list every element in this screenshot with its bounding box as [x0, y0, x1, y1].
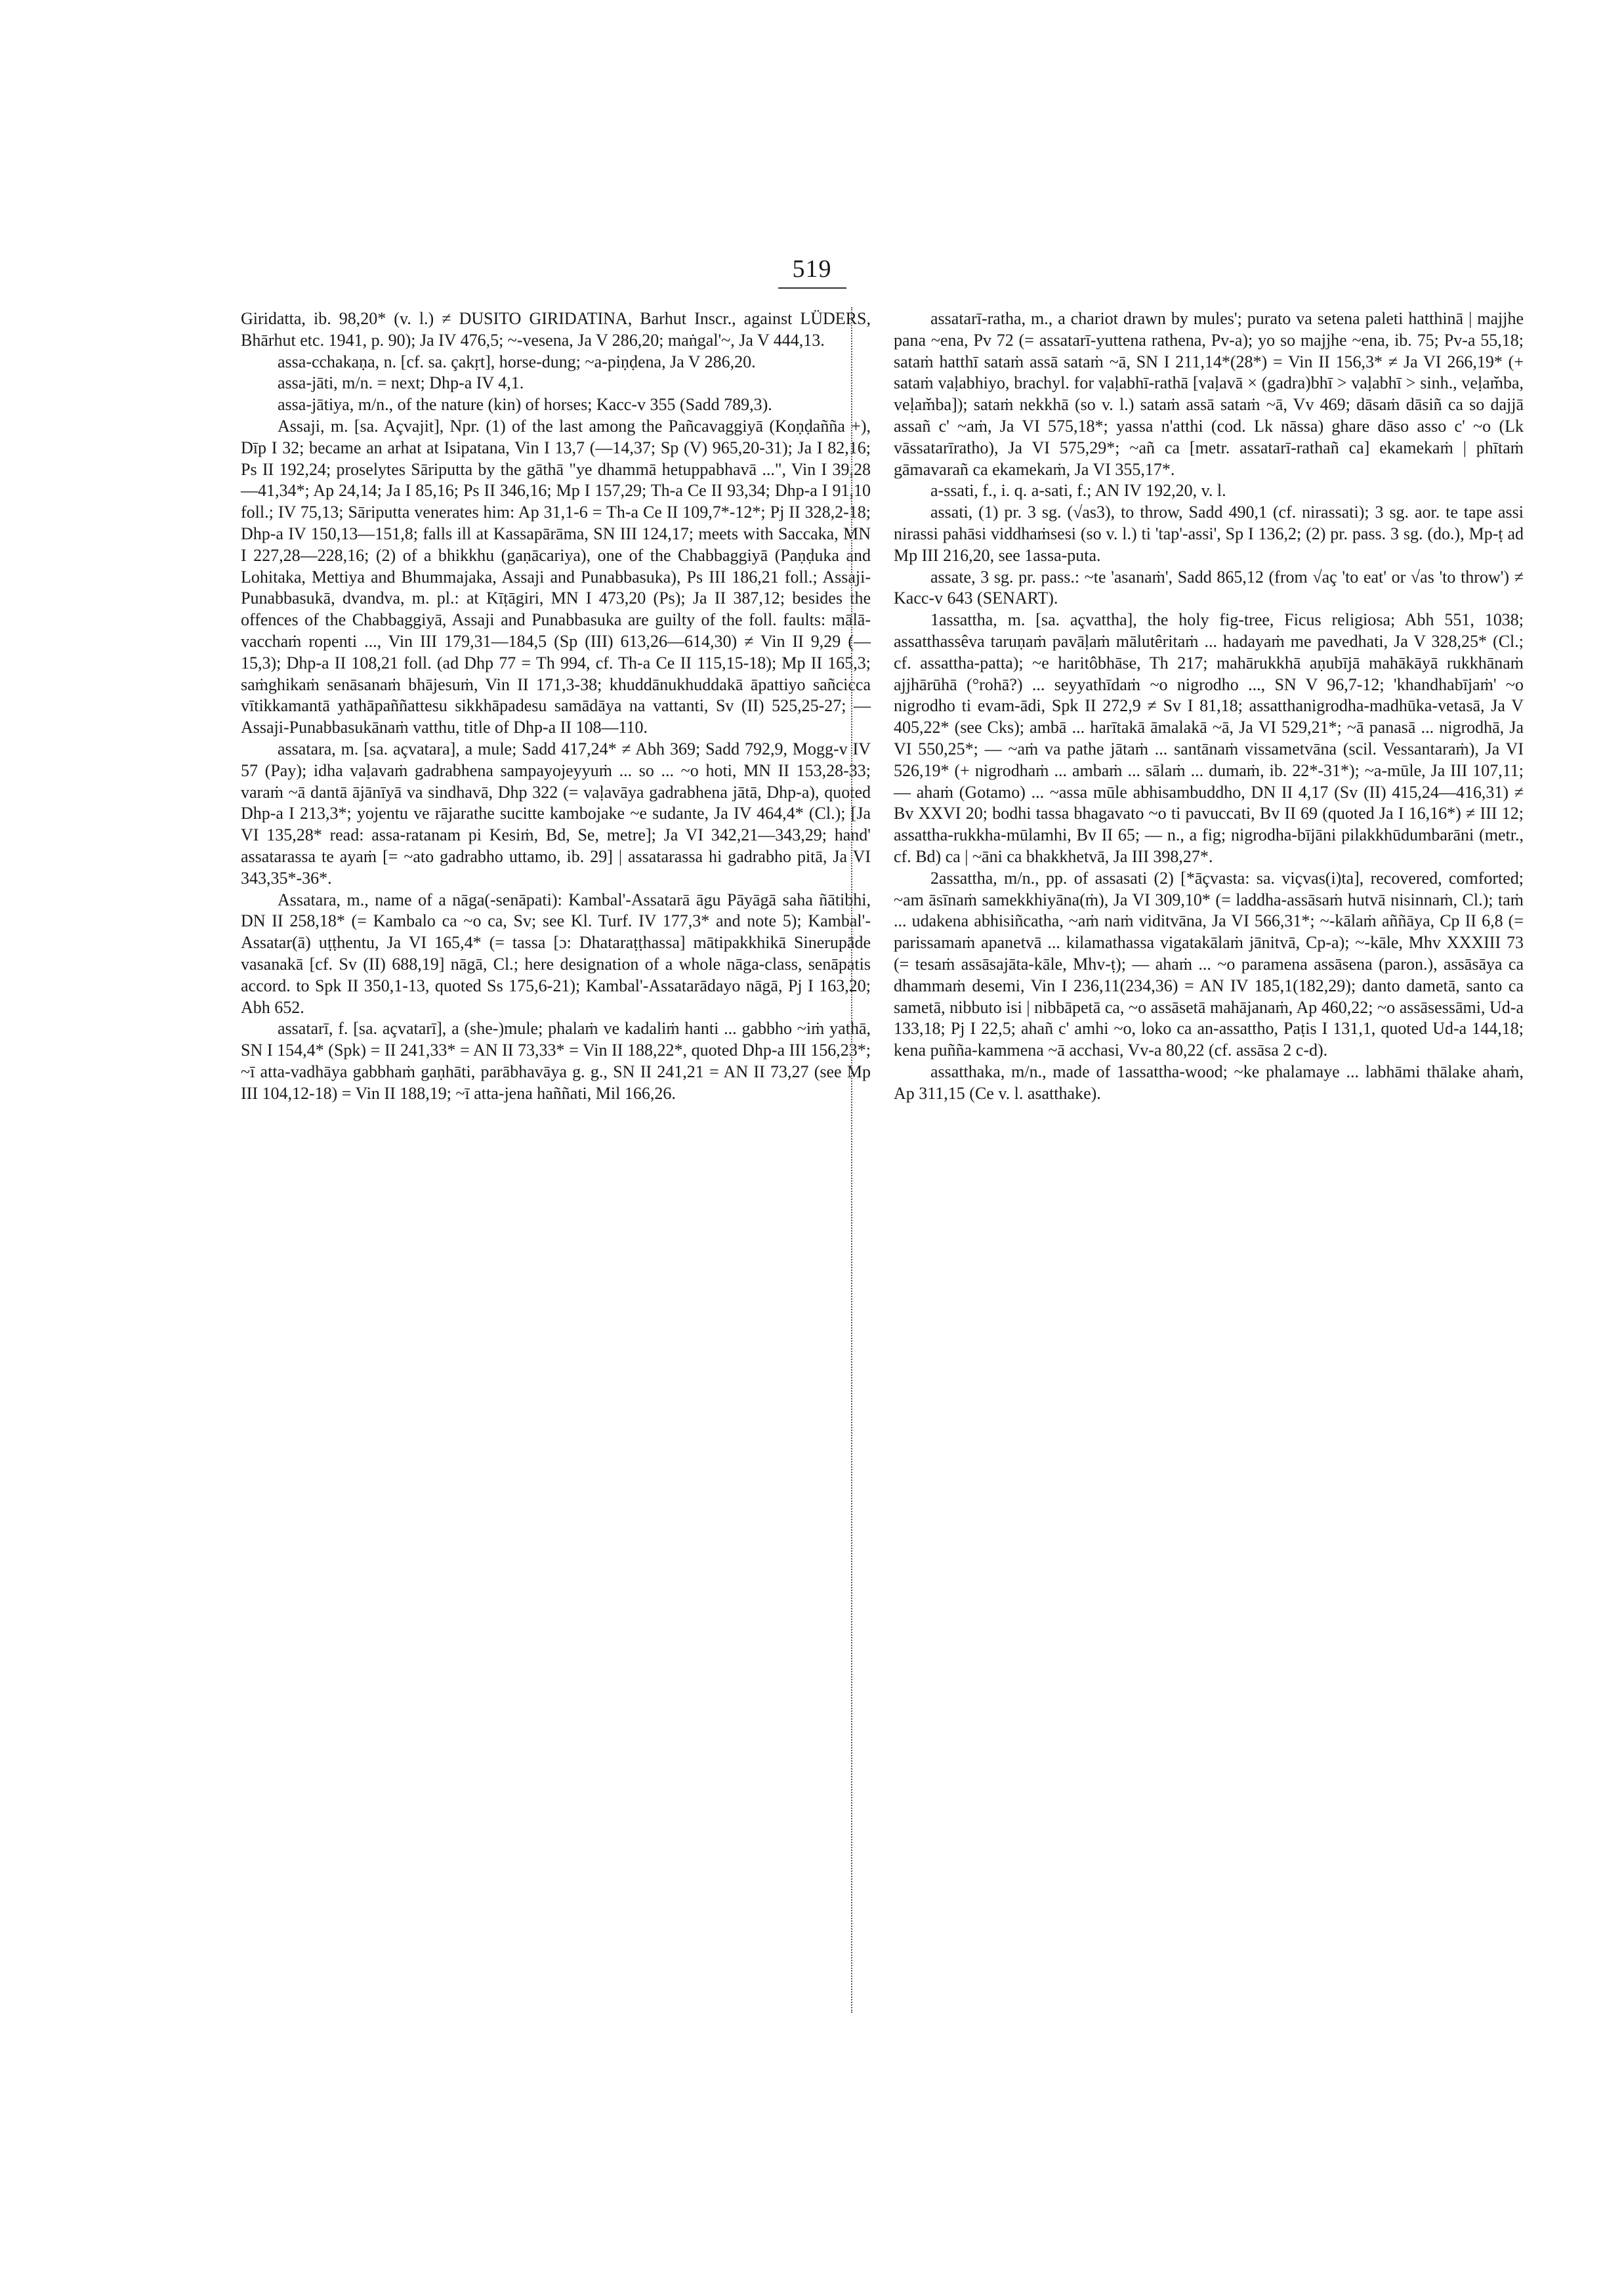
- entry-assatari-ratha: assatarī-ratha, m., a chariot drawn by mules'; purato va setena paleti hatthinā | majjhe pana ~ena, Pv 72 (= assatarī-yuttena rathena, Pv-a); yo so majjhe ~ena, ib. 75; Pv-a 55,18; sataṁ hatthī sataṁ assā sataṁ ~ā, SN I 211,14*(28*) = Vin II 156,3* ≠ Ja VI 266,19* (+ sataṁ vaḷabhiyo, brachyl. for vaḷabhī-rathā [vaḷavā × (gadra)bhī > vaḷabhī > sinh., veḷam̆ba, veḷam̆ba]); sataṁ nekkhā (so v. l.) sataṁ assā sataṁ ~ā, Vv 469; dāsaṁ dāsiñ ca so dajjā assañ c' ~aṁ, Ja VI 575,18*; yassa n'atthi (cod. Lk nāssa) ghare dāso asso c' ~o (Lk vāssatarīratho), Ja VI 575,29*; ~añ ca [metr. assatarī-rathañ ca] ekamekaṁ | phītaṁ gāmavarañ ca ekamekaṁ, Ja VI 355,17*.: [894, 309, 1524, 479]
- entry-assate: assate, 3 sg. pr. pass.: ~te 'asanaṁ', Sadd 865,12 (from √aç 'to eat' or √as 'to throw') ≠ Kacc-v 643 (SENART).: [894, 567, 1524, 608]
- left-column: [241, 308, 871, 1104]
- entry-assattha-2: 2assattha, m/n., pp. of assasati (2) [*āçvasta: sa. viçvas(i)ta], recovered, comforted; ~am āsīnaṁ samekkhiyāna(ṁ), Ja VI 309,10* (= laddha-assāsaṁ hutvā nisinnaṁ, Cl.); taṁ ... udakena abhisiñcatha, ~aṁ naṁ viditvāna, Ja VI 566,31*; ~-kālaṁ aññāya, Cp II 6,8 (= parissamaṁ apanetvā ... kilamathassa vigatakālaṁ jānitvā, Cp-a); ~-kāle, Mhv XXXIII 73 (= tesaṁ assāsajāta-kāle, Mhv-ṭ); — ahaṁ ... ~o paramena assāsena (paron.), assāsāya ca dhammaṁ desemi, Vin I 236,11(234,36) = AN IV 185,1(182,29); danto dametā, santo ca sametā, nibbuto isi | nibbāpetā ca, ~o assāsetā mahājanaṁ, Ap 460,22; ~o assāsessāmi, Ud-a 133,18; Pj I 22,5; ahañ c' amhi ~o, loko ca an-assattho, Paṭis I 131,1, quoted Ud-a 144,18; kena puñña-kammena ~ā acchasi, Vv-a 80,22 (cf. assāsa 2 c-d).: [894, 868, 1524, 1060]
- entry-assa-jatiya: assa-jātiya, m/n., of the nature (kin) of horses; Kacc-v 355 (Sadd 789,3).: [278, 395, 772, 415]
- entry-assatara-naga: Assatara, m., name of a nāga(-senāpati): Kambal'-Assatarā āgu Pāyāgā saha ñātibhi, DN II 258,18* (= Kambalo ca ~o ca, Sv; see Kl. Turf. IV 177,3* and note 5); Kambal'-Assatar(ā) uṭṭhentu, Ja VI 165,4* (= tassa [ɔ: Dhataraṭṭhassa] mātipakkhikā Sinerupāde vasanakā [cf. Sv (II) 688,19] nāgā, Cl.; here designation of a whole nāga-class, senāpatis accord. to Spk II 350,1-13, quoted Ss 175,6-21); Kambal'-Assatarādayo nāgā, Pj I 163,20; Abh 652.: [241, 890, 871, 1017]
- column-divider: [851, 307, 852, 2013]
- entry-assatari: assatarī, f. [sa. açvatarī], a (she-)mule; phalaṁ ve kadaliṁ hanti ... gabbho ~iṁ yathā, SN I 154,4* (Spk) = II 241,33* = AN II 73,33* = Vin II 188,22*, quoted Dhp-a III 156,23*; ~ī atta-vadhāya gabbhaṁ gaṇhāti, parābhavāya g. g., SN II 241,21 = AN II 73,27 (see Mp III 104,12-18) = Vin II 188,19; ~ī atta-jena haññati, Mil 166,26.: [241, 1019, 871, 1103]
- right-column: [894, 308, 1524, 1104]
- entry-assattha-1: 1assattha, m. [sa. açvattha], the holy fig-tree, Ficus religiosa; Abh 551, 1038; assatthassêva taruṇaṁ pavāḷaṁ mālutêritaṁ ... hadayaṁ me pavedhati, Ja V 328,25* (Cl.; cf. assattha-patta); ~e haritôbhāse, Th 217; mahārukkhā aṇubījā mahākāyā rukkhānaṁ ajjhārūhā (°rohā?) ... seyyathīdaṁ ~o nigrodho ..., SN V 96,7-12; 'khandhabījaṁ' ~o nigrodho ti evam-ādi, Spk II 272,9 ≠ Sv I 81,18; assatthanigrodha-madhūka-vetasā, Ja V 405,22* (see Cks); ambā ... harītakā āmalakā ~ā, Ja VI 529,21*; ~ā panasā ... nigrodhā, Ja VI 550,25*; — ~aṁ va pathe jātaṁ ... santānaṁ vissametvāna (scil. Vessantaraṁ), Ja VI 526,19* (+ nigrodhaṁ ... ambaṁ ... sālaṁ ... dumaṁ, ib. 22*-31*); ~a-mūle, Ja III 107,11; — ahaṁ (Gotamo) ... ~assa mūle abhisambuddho, DN II 4,17 (Sv (II) 415,24—416,31) ≠ Bv XXVI 20; bodhi tassa bhagavato ~o ti pavuccati, Bv II 69 (quoted Ja I 16,16*) ≠ III 12; assattha-rukkha-mūlamhi, Bv II 65; — n., a fig; nigrodha-bījāni pilakkhūdumbarāni (metr., cf. Bd) ca | ~āni ca bhakkhetvā, Ja III 398,27*.: [894, 610, 1524, 866]
- entry-continuation: Giridatta, ib. 98,20* (v. l.) ≠ DUSITO GIRIDATINA, Barhut Inscr., against LÜDERS, Bhārhut etc. 1941, p. 90); Ja IV 476,5; ~-vesena, Ja V 286,20; maṅgal'~, Ja V 444,13.: [241, 309, 871, 350]
- entry-assaji: Assaji, m. [sa. Açvajit], Npr. (1) of the last among the Pañcavaggiyā (Koṇḍañña +), Dīp I 32; became an arhat at Isipatana, Vin I 13,7 (—14,37; Sp (V) 965,20-31); Ja I 82,16; Ps II 192,24; proselytes Sāriputta by the gāthā "ye dhammā hetuppabhavā ...", Vin I 39,28—41,34*; Ap 24,14; Ja I 85,16; Ps II 346,16; Mp I 157,29; Th-a Ce II 93,34; Dhp-a I 91,10 foll.; IV 75,13; Sāriputta venerates him: Ap 31,1-6 = Th-a Ce II 109,7*-12*; Pj II 328,2-18; Dhp-a IV 150,13—151,8; falls ill at Kassapārāma, SN III 124,17; meets with Saccaka, MN I 227,28—228,16; (2) of a bhikkhu (gaṇācariya), one of the Chabbaggiyā (Paṇḍuka and Lohitaka, Mettiya and Bhummajaka, Assaji and Punabbasuka), Ps III 186,21 foll.; Assaji-Punabbasukā, dvandva, m. pl.: at Kīṭāgiri, MN I 473,20 (Ps); Ja II 387,12; besides the offences of the Chabbaggiyā, Assaji and Punabbasuka are guilty of the foll. faults: mālā-vacchaṁ ropenti ..., Vin III 179,31—184,5 (Sp (III) 613,26—614,30) ≠ Vin II 9,29 (—15,3); Dhp-a II 108,21 foll. (ad Dhp 77 = Th 994, cf. Th-a Ce II 115,15-18); Mp II 165,3; saṁghikaṁ senāsanaṁ bhājesuṁ, Vin II 171,3-38; khuddānukhuddakā āpattiyo sañcicca vītikkamantā yathāpaññattesu sikkhāpadesu samādāya na vattanti, Sv (II) 525,25-27; — Assaji-Punabbasukānaṁ vatthu, title of Dhp-a II 108—110.: [241, 416, 871, 737]
- entry-assati: assati, (1) pr. 3 sg. (√as3), to throw, Sadd 490,1 (cf. nirassati); 3 sg. aor. te tape assi nirassi pahāsi viddhaṁsesi (so v. l.) ti 'tap'-assi', Sp I 136,2; (2) pr. pass. 3 sg. (do.), Mp-ṭ ad Mp III 216,20, see 1assa-puta.: [894, 503, 1524, 565]
- entry-assa-cchakana: assa-cchakaṇa, n. [cf. sa. çakṛt], horse-dung; ~a-piṇḍena, Ja V 286,20.: [278, 352, 756, 371]
- page-number-rule: [778, 287, 846, 289]
- entry-assatthaka: assatthaka, m/n., made of 1assattha-wood; ~ke phalamaye ... labhāmi thālake ahaṁ, Ap 311,15 (Ce v. l. asatthake).: [894, 1062, 1524, 1103]
- page-number: 519: [792, 255, 832, 283]
- entry-assatara: assatara, m. [sa. açvatara], a mule; Sadd 417,24* ≠ Abh 369; Sadd 792,9, Mogg-v IV 57 (Pay); idha vaḷavaṁ gadrabhena sampayojeyyuṁ ... so ... ~o hoti, MN II 153,28-33; varaṁ ~ā dantā ājānīyā va sindhavā, Dhp 322 (= vaḷavāya gadrabhena jātā, Dhp-a), quoted Dhp-a I 213,3*; yojentu ve rājarathe sucitte kambojake ~e sudante, Ja IV 464,4* (Cl.); [Ja VI 135,28* read: assa-ratanam pi Kesiṁ, Bd, Se, metre]; Ja VI 342,21—343,29; hand' assatarassa te ayaṁ [= ~ato gadrabho uttamo, ib. 29] | assatarassa hi gadrabho pitā, Ja VI 343,35*-36*.: [241, 739, 871, 888]
- entry-a-ssati: a-ssati, f., i. q. a-sati, f.; AN IV 192,20, v. l.: [930, 481, 1226, 501]
- entry-assa-jati: assa-jāti, m/n. = next; Dhp-a IV 4,1.: [278, 373, 524, 393]
